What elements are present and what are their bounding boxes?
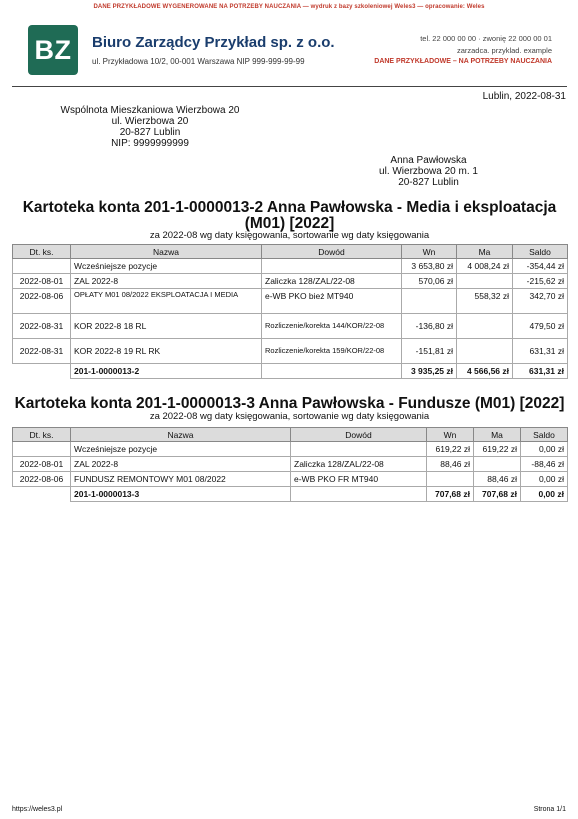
col-ma-header: Ma [457, 245, 513, 259]
cell-date: 2022-08-01 [13, 274, 71, 289]
cell-wn: 3 653,80 zł [402, 259, 457, 274]
cell-wn: 570,06 zł [402, 274, 457, 289]
cell-date: 2022-08-06 [13, 289, 71, 314]
cell-proof: e-WB PKO FR MT940 [291, 472, 427, 487]
table-header-row [13, 245, 568, 259]
owner-name: Anna Pawłowska [390, 155, 467, 166]
total-account: 201-1-0000013-3 [71, 487, 291, 502]
col-proof-header: Dowód [262, 245, 402, 259]
company-logo: BZ [28, 25, 78, 75]
cell-ma [457, 314, 513, 339]
cell-proof: Rozliczenie/korekta 144/KOR/22-08 [262, 314, 402, 339]
cell-wn: -136,80 zł [402, 314, 457, 339]
total-saldo: 0,00 zł [521, 487, 568, 502]
cell-date: 2022-08-01 [13, 457, 71, 472]
cell-name: ZAL 2022-8 [71, 457, 291, 472]
table-row [13, 472, 568, 487]
document-date: Lublin, 2022-08-31 [482, 91, 566, 102]
table-header-row [13, 428, 568, 442]
contact-web: zarzadca. przyklad. example [456, 45, 552, 55]
contact-sample-note: DANE PRZYKŁADOWE – NA POTRZEBY NAUCZANIA [374, 58, 552, 65]
cell-proof [262, 259, 402, 274]
cell-date: 2022-08-31 [13, 314, 71, 339]
total-saldo: 631,31 zł [513, 364, 568, 379]
cell-ma [474, 457, 521, 472]
header-divider [12, 86, 567, 87]
section2-subtitle: za 2022-08 wg daty księgowania, sortowanie wg daty księgowania [149, 411, 430, 422]
cell-date: 2022-08-31 [13, 339, 71, 364]
total-ma: 4 566,56 zł [457, 364, 513, 379]
total-account: 201-1-0000013-2 [71, 364, 262, 379]
col-date-header: Dt. ks. [13, 428, 71, 442]
recipient-street: ul. Wierzbowa 20 [111, 116, 189, 127]
table-row [13, 457, 568, 472]
cell-name: Wcześniejsze pozycje [71, 259, 262, 274]
section1-table [12, 244, 568, 379]
table-row [13, 259, 568, 274]
owner-street: ul. Wierzbowa 20 m. 1 [379, 166, 478, 177]
cell-saldo: 0,00 zł [521, 472, 568, 487]
cell-wn [427, 472, 474, 487]
cell-ma: 88,46 zł [474, 472, 521, 487]
recipient-community [55, 105, 245, 149]
company-name: Biuro Zarządcy Przykład sp. z o.o. [92, 34, 335, 51]
cell-name: OPŁATY M01 08/2022 EKSPLOATACJA I MEDIA [71, 289, 262, 314]
cell-date: 2022-08-06 [13, 472, 71, 487]
cell-wn [402, 289, 457, 314]
cell-name: Wcześniejsze pozycje [71, 442, 291, 457]
recipient-nip: NIP: 9999999999 [111, 138, 189, 149]
total-ma: 707,68 zł [474, 487, 521, 502]
section2-title: Kartoteka konta 201-1-0000013-3 Anna Pawłowska - Fundusze (M01) [2022] [14, 395, 565, 412]
cell-name: FUNDUSZ REMONTOWY M01 08/2022 [71, 472, 291, 487]
table-total-row [13, 487, 568, 502]
cell-proof [291, 442, 427, 457]
cell-ma [457, 274, 513, 289]
cell-ma: 4 008,24 zł [457, 259, 513, 274]
cell-saldo: 342,70 zł [513, 289, 568, 314]
table-total-row [13, 364, 568, 379]
table-row [13, 339, 568, 364]
section2-table [12, 427, 568, 502]
cell-saldo: -354,44 zł [513, 259, 568, 274]
cell-ma [457, 339, 513, 364]
col-ma-header: Ma [474, 428, 521, 442]
cell-wn: 619,22 zł [427, 442, 474, 457]
cell-saldo: 479,50 zł [513, 314, 568, 339]
section1-subtitle: za 2022-08 wg daty księgowania, sortowanie wg daty księgowania [149, 230, 430, 241]
col-saldo-header: Saldo [521, 428, 568, 442]
col-name-header: Nazwa [71, 428, 291, 442]
table-row [13, 442, 568, 457]
recipient-name: Wspólnota Mieszkaniowa Wierzbowa 20 [60, 105, 240, 116]
cell-saldo: 0,00 zł [521, 442, 568, 457]
col-saldo-header: Saldo [513, 245, 568, 259]
cell-proof: Zaliczka 128/ZAL/22-08 [291, 457, 427, 472]
cell-name: KOR 2022-8 18 RL [71, 314, 262, 339]
owner-city: 20-827 Lublin [398, 177, 459, 188]
footer-url: https://weles3.pl [12, 806, 63, 813]
footer-page-number: Strona 1/1 [533, 806, 566, 813]
contact-phone: tel. 22 000 00 00 · zwonię 22 000 00 01 [420, 34, 552, 43]
cell-saldo: -215,62 zł [513, 274, 568, 289]
table-row [13, 314, 568, 339]
col-wn-header: Wn [427, 428, 474, 442]
table-row [13, 274, 568, 289]
cell-proof: e-WB PKO bież MT940 [262, 289, 402, 314]
recipient-city: 20-827 Lublin [119, 127, 181, 138]
cell-proof: Rozliczenie/korekta 159/KOR/22-08 [262, 339, 402, 364]
section1-title: Kartoteka konta 201-1-0000013-2 Anna Pawłowska - Media i eksploatacja (M01) [2022] [22, 199, 557, 232]
col-date-header: Dt. ks. [13, 245, 71, 259]
cell-date [13, 442, 71, 457]
company-contact [374, 33, 552, 68]
cell-ma: 558,32 zł [457, 289, 513, 314]
cell-wn: 88,46 zł [427, 457, 474, 472]
cell-wn: -151,81 zł [402, 339, 457, 364]
col-wn-header: Wn [402, 245, 457, 259]
cell-proof: Zaliczka 128/ZAL/22-08 [262, 274, 402, 289]
company-address: ul. Przykładowa 10/2, 00-001 Warszawa NIP 999-999-99-99 [92, 57, 305, 66]
cell-name: ZAL 2022-8 [71, 274, 262, 289]
total-wn: 707,68 zł [427, 487, 474, 502]
sample-data-banner: DANE PRZYKŁADOWE WYGENEROWANE NA POTRZEBY NAUCZANIA — wydruk z bazy szkoleniowej Weles3 — opracowanie: Weles [93, 4, 485, 10]
table-row [13, 289, 568, 314]
total-wn: 3 935,25 zł [402, 364, 457, 379]
cell-ma: 619,22 zł [474, 442, 521, 457]
cell-saldo: 631,31 zł [513, 339, 568, 364]
cell-saldo: -88,46 zł [521, 457, 568, 472]
recipient-owner [346, 155, 511, 188]
col-proof-header: Dowód [291, 428, 427, 442]
cell-date [13, 259, 71, 274]
col-name-header: Nazwa [71, 245, 262, 259]
cell-name: KOR 2022-8 19 RL RK [71, 339, 262, 364]
